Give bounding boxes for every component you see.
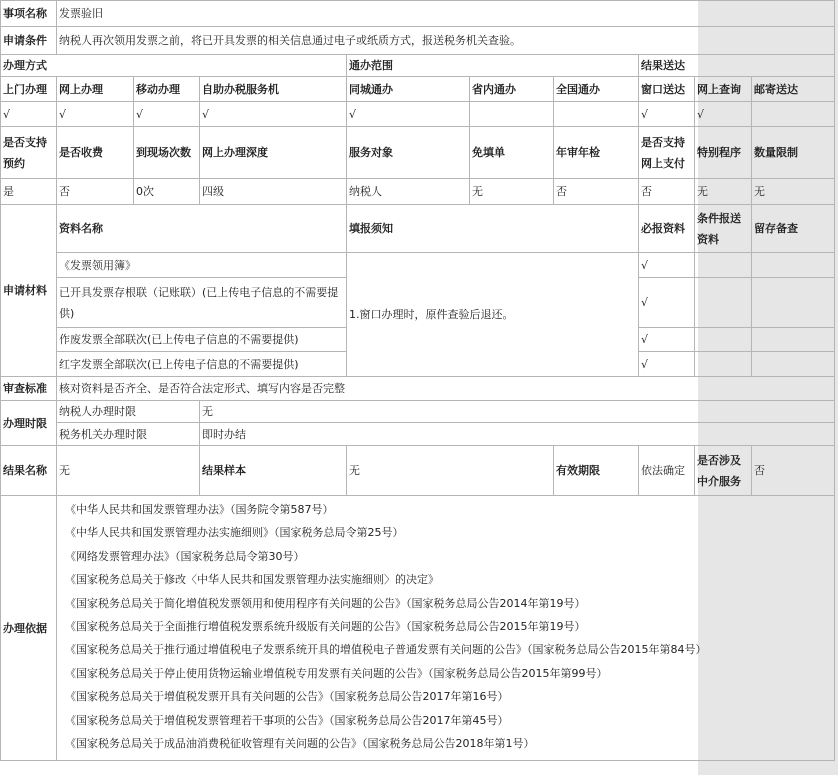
material-row xyxy=(1,253,835,278)
basis-item: 《中华人民共和国发票管理办法实施细则》（国家税务总局令第25号） xyxy=(65,526,404,540)
channel-header: 全国通办 xyxy=(554,77,639,102)
review-label: 审查标准 xyxy=(1,377,57,401)
material-required: √ xyxy=(639,352,695,377)
material-keep xyxy=(752,253,835,278)
review-value: 核对资料是否齐全、是否符合法定形式、填写内容是否完整 xyxy=(57,377,835,401)
material-required: √ xyxy=(639,253,695,278)
channel-header: 自助办税服务机 xyxy=(200,77,347,102)
channel-value: √ xyxy=(347,102,470,127)
material-conditional xyxy=(695,278,752,328)
materials-col-required: 必报资料 xyxy=(639,205,695,253)
scope-group-label: 通办范围 xyxy=(347,55,639,77)
attribute-value: 是 xyxy=(1,179,57,205)
attribute-header: 年审年检 xyxy=(554,127,639,179)
channel-value xyxy=(470,102,554,127)
row-time-limit-taxpayer xyxy=(1,401,835,423)
attribute-header: 网上办理深度 xyxy=(200,127,347,179)
apply-condition-label: 申请条件 xyxy=(1,27,57,55)
row-result xyxy=(1,446,835,496)
channel-value: √ xyxy=(134,102,200,127)
basis-item: 《国家税务总局关于成品油消费税征收管理有关问题的公告》（国家税务总局公告2018年第1号） xyxy=(65,737,535,751)
way-group-label: 办理方式 xyxy=(1,55,347,77)
attribute-value: 四级 xyxy=(200,179,347,205)
taxpayer-time-limit-label: 纳税人办理时限 xyxy=(57,401,200,423)
row-channel-values xyxy=(1,102,835,127)
basis-item: 《网络发票管理办法》（国家税务总局令第30号） xyxy=(65,549,305,563)
material-required: √ xyxy=(639,278,695,328)
basis-item: 《国家税务总局关于停止使用货物运输业增值税专用发票有关问题的公告》（国家税务总局公告2015年第99号） xyxy=(65,666,608,680)
basis-list xyxy=(57,496,835,761)
material-keep xyxy=(752,328,835,352)
channel-header: 上门办理 xyxy=(1,77,57,102)
material-required: √ xyxy=(639,328,695,352)
attribute-value: 否 xyxy=(639,179,695,205)
validity-value: 依法确定 xyxy=(639,446,695,496)
channel-value xyxy=(752,102,835,127)
material-keep xyxy=(752,278,835,328)
basis-item: 《国家税务总局关于简化增值税发票领用和使用程序有关问题的公告》（国家税务总局公告2014年第19号） xyxy=(65,596,586,610)
channel-header: 同城通办 xyxy=(347,77,470,102)
channel-value: √ xyxy=(200,102,347,127)
attribute-header: 是否支持预约 xyxy=(1,127,57,179)
attribute-value: 0次 xyxy=(134,179,200,205)
channel-value: √ xyxy=(639,102,695,127)
material-name: 红字发票全部联次(已上传电子信息的不需要提供) xyxy=(57,352,347,377)
material-conditional xyxy=(695,328,752,352)
row-channel-groups xyxy=(1,55,835,77)
attribute-header: 是否收费 xyxy=(57,127,134,179)
materials-label: 申请材料 xyxy=(1,205,57,377)
channel-value: √ xyxy=(695,102,752,127)
material-name: 作废发票全部联次(已上传电子信息的不需要提供) xyxy=(57,328,347,352)
attribute-value: 无 xyxy=(695,179,752,205)
materials-col-name: 资料名称 xyxy=(57,205,347,253)
channel-header: 邮寄送达 xyxy=(752,77,835,102)
channel-header: 网上办理 xyxy=(57,77,134,102)
materials-col-conditional: 条件报送资料 xyxy=(695,205,752,253)
authority-time-limit-label: 税务机关办理时限 xyxy=(57,423,200,446)
basis-item: 《国家税务总局关于推行通过增值税电子发票系统开具的增值税电子普通发票有关问题的公告》（国家税务总局公告2015年第84号） xyxy=(65,643,707,657)
item-name-value: 发票验旧 xyxy=(57,1,835,27)
validity-label: 有效期限 xyxy=(554,446,639,496)
time-limit-label: 办理时限 xyxy=(1,401,57,446)
basis-item: 《国家税务总局关于修改〈中华人民共和国发票管理办法实施细则〉的决定》 xyxy=(65,573,439,587)
attribute-value: 无 xyxy=(470,179,554,205)
material-conditional xyxy=(695,352,752,377)
channel-header: 窗口送达 xyxy=(639,77,695,102)
material-name: 《发票领用簿》 xyxy=(57,253,347,278)
attribute-value: 纳税人 xyxy=(347,179,470,205)
attribute-header: 免填单 xyxy=(470,127,554,179)
authority-time-limit-value: 即时办结 xyxy=(200,423,835,446)
result-name-value: 无 xyxy=(57,446,200,496)
basis-item: 《国家税务总局关于增值税发票管理若干事项的公告》（国家税务总局公告2017年第45号） xyxy=(65,713,509,727)
basis-label: 办理依据 xyxy=(1,496,57,761)
attribute-value: 无 xyxy=(752,179,835,205)
attribute-header: 到现场次数 xyxy=(134,127,200,179)
taxpayer-time-limit-value: 无 xyxy=(200,401,835,423)
basis-item: 《国家税务总局关于增值税发票开具有关问题的公告》（国家税务总局公告2017年第16号） xyxy=(65,690,509,704)
row-attribute-headers xyxy=(1,127,835,179)
row-review xyxy=(1,377,835,401)
attribute-header: 服务对象 xyxy=(347,127,470,179)
channel-header: 网上查询 xyxy=(695,77,752,102)
result-name-label: 结果名称 xyxy=(1,446,57,496)
attribute-header: 数量限制 xyxy=(752,127,835,179)
materials-col-instructions: 填报须知 xyxy=(347,205,639,253)
row-channel-headers xyxy=(1,77,835,102)
row-basis xyxy=(1,496,835,761)
row-item-name xyxy=(1,1,835,27)
row-time-limit-authority xyxy=(1,423,835,446)
material-conditional xyxy=(695,253,752,278)
material-keep xyxy=(752,352,835,377)
row-materials-headers xyxy=(1,205,835,253)
attribute-value: 否 xyxy=(554,179,639,205)
row-attribute-values xyxy=(1,179,835,205)
row-apply-condition xyxy=(1,27,835,55)
channel-header: 省内通办 xyxy=(470,77,554,102)
channel-header: 移动办理 xyxy=(134,77,200,102)
intermediary-value: 否 xyxy=(752,446,835,496)
attribute-header: 是否支持网上支付 xyxy=(639,127,695,179)
attribute-value: 否 xyxy=(57,179,134,205)
materials-instructions: 1.窗口办理时，原件查验后退还。 xyxy=(347,253,639,377)
intermediary-label: 是否涉及中介服务 xyxy=(695,446,752,496)
delivery-group-label: 结果送达 xyxy=(639,55,835,77)
attribute-header: 特别程序 xyxy=(695,127,752,179)
channel-value xyxy=(554,102,639,127)
basis-item: 《国家税务总局关于全面推行增值税发票系统升级版有关问题的公告》（国家税务总局公告2015年第19号） xyxy=(65,620,586,634)
item-name-label: 事项名称 xyxy=(1,1,57,27)
channel-value: √ xyxy=(1,102,57,127)
basis-item: 《中华人民共和国发票管理办法》（国务院令第587号） xyxy=(65,503,334,516)
result-sample-label: 结果样本 xyxy=(200,446,347,496)
channel-value: √ xyxy=(57,102,134,127)
materials-col-keep: 留存备查 xyxy=(752,205,835,253)
apply-condition-value: 纳税人再次领用发票之前，将已开具发票的相关信息通过电子或纸质方式，报送税务机关查验。 xyxy=(57,27,835,55)
result-sample-value: 无 xyxy=(347,446,554,496)
material-name: 已开具发票存根联（记账联）(已上传电子信息的不需要提供) xyxy=(57,278,347,328)
